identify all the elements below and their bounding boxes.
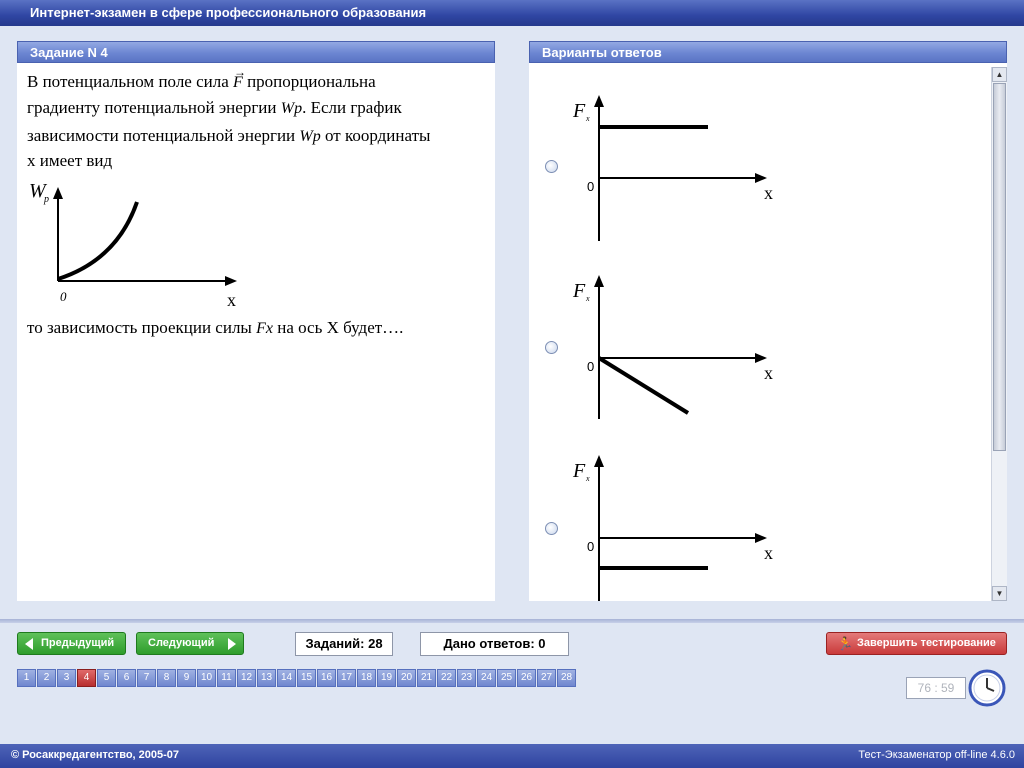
scroll-thumb[interactable] [993, 83, 1006, 451]
scroll-up-button[interactable]: ▲ [992, 67, 1007, 82]
question-number-7[interactable]: 7 [137, 669, 156, 687]
answers-panel [529, 63, 1007, 601]
answers-header-label: Варианты ответов [542, 45, 662, 60]
question-header [17, 41, 495, 63]
question-number-22[interactable]: 22 [437, 669, 456, 687]
svg-text:x: x [764, 543, 773, 563]
question-number-15[interactable]: 15 [297, 669, 316, 687]
app-title-bar [0, 0, 1024, 26]
app-version: Тест-Экзаменатор off-line 4.6.0 [858, 749, 1015, 761]
copyright: © Росаккредагентство, 2005-07 [11, 749, 180, 761]
arrow-left-icon [25, 638, 33, 650]
next-button[interactable]: Следующий [136, 632, 244, 655]
question-number-8[interactable]: 8 [157, 669, 176, 687]
tasks-count: Заданий: 28 [295, 632, 393, 656]
app-title: Интернет-экзамен в сфере профессионального образования [30, 5, 427, 20]
answer-option-1-radio[interactable] [545, 160, 558, 173]
svg-text:F: F [573, 100, 586, 122]
prev-button[interactable]: Предыдущий [17, 632, 126, 655]
clock-icon [968, 669, 1006, 707]
question-number-10[interactable]: 10 [197, 669, 216, 687]
answer-option-2-graph[interactable] [569, 273, 829, 453]
svg-text:x: x [764, 183, 773, 203]
energy-graph [27, 175, 252, 310]
arrow-right-icon [228, 638, 236, 650]
question-text: зависимости потенциальной энергии [27, 126, 296, 145]
question-number-4[interactable]: 4 [77, 669, 96, 687]
svg-text:x: x [764, 363, 773, 383]
question-number-26[interactable]: 26 [517, 669, 536, 687]
graph-y-sub: p [44, 194, 49, 205]
question-line-3 [27, 126, 430, 146]
question-line-5 [27, 318, 403, 338]
running-man-icon: 🏃 [837, 636, 854, 651]
graph-origin: 0 [60, 289, 67, 304]
question-number-11[interactable]: 11 [217, 669, 236, 687]
question-number-25[interactable]: 25 [497, 669, 516, 687]
energy-symbol: Wp [280, 100, 303, 117]
question-number-2[interactable]: 2 [37, 669, 56, 687]
question-line-2 [27, 98, 402, 118]
question-number-14[interactable]: 14 [277, 669, 296, 687]
question-text: пропорциональна [247, 72, 376, 91]
question-number-28[interactable]: 28 [557, 669, 576, 687]
finish-test-button[interactable]: 🏃 Завершить тестирование [826, 632, 1007, 655]
question-text: на ось X будет…. [277, 318, 404, 337]
question-number-6[interactable]: 6 [117, 669, 136, 687]
question-text: градиенту потенциальной энергии [27, 98, 277, 117]
answered-count: Дано ответов: 0 [420, 632, 569, 656]
answers-header [529, 41, 1007, 63]
question-number-19[interactable]: 19 [377, 669, 396, 687]
scroll-down-button[interactable]: ▼ [992, 586, 1007, 601]
svg-text:x: x [586, 114, 590, 123]
force-symbol: → F [233, 65, 247, 91]
separator [0, 619, 1024, 623]
question-line-4: x имеет вид [27, 151, 113, 170]
answers-scrollbar[interactable] [991, 67, 1007, 601]
question-number-27[interactable]: 27 [537, 669, 556, 687]
question-number-16[interactable]: 16 [317, 669, 336, 687]
question-number-9[interactable]: 9 [177, 669, 196, 687]
question-number-12[interactable]: 12 [237, 669, 256, 687]
svg-text:0: 0 [587, 539, 595, 554]
answer-option-3-graph[interactable] [569, 453, 829, 601]
svg-text:F: F [573, 280, 586, 302]
force-projection-symbol: Fx [256, 320, 273, 337]
question-text: от координаты [325, 126, 431, 145]
svg-text:x: x [586, 474, 590, 483]
graph-y-label: W [29, 180, 46, 202]
question-text: . Если график [302, 98, 402, 117]
svg-text:0: 0 [587, 359, 595, 374]
graph-x-label: x [227, 290, 236, 310]
answer-option-1-graph[interactable] [569, 93, 829, 273]
energy-symbol: Wp [299, 128, 321, 145]
question-text: В потенциальном поле сила [27, 72, 229, 91]
question-number-5[interactable]: 5 [97, 669, 116, 687]
question-number-21[interactable]: 21 [417, 669, 436, 687]
question-number-13[interactable]: 13 [257, 669, 276, 687]
question-number-20[interactable]: 20 [397, 669, 416, 687]
question-header-label: Задание N 4 [30, 45, 108, 60]
question-number-17[interactable]: 17 [337, 669, 356, 687]
question-text: то зависимость проекции силы [27, 318, 252, 337]
svg-text:F: F [573, 460, 586, 482]
svg-text:0: 0 [587, 179, 595, 194]
question-number-24[interactable]: 24 [477, 669, 496, 687]
answer-option-2-radio[interactable] [545, 341, 558, 354]
footer [0, 744, 1024, 768]
timer: 76 : 59 [906, 677, 966, 699]
question-number-1[interactable]: 1 [17, 669, 36, 687]
answer-option-3-radio[interactable] [545, 522, 558, 535]
question-number-3[interactable]: 3 [57, 669, 76, 687]
question-number-23[interactable]: 23 [457, 669, 476, 687]
question-line-1 [27, 65, 376, 92]
svg-text:x: x [586, 294, 590, 303]
question-number-18[interactable]: 18 [357, 669, 376, 687]
